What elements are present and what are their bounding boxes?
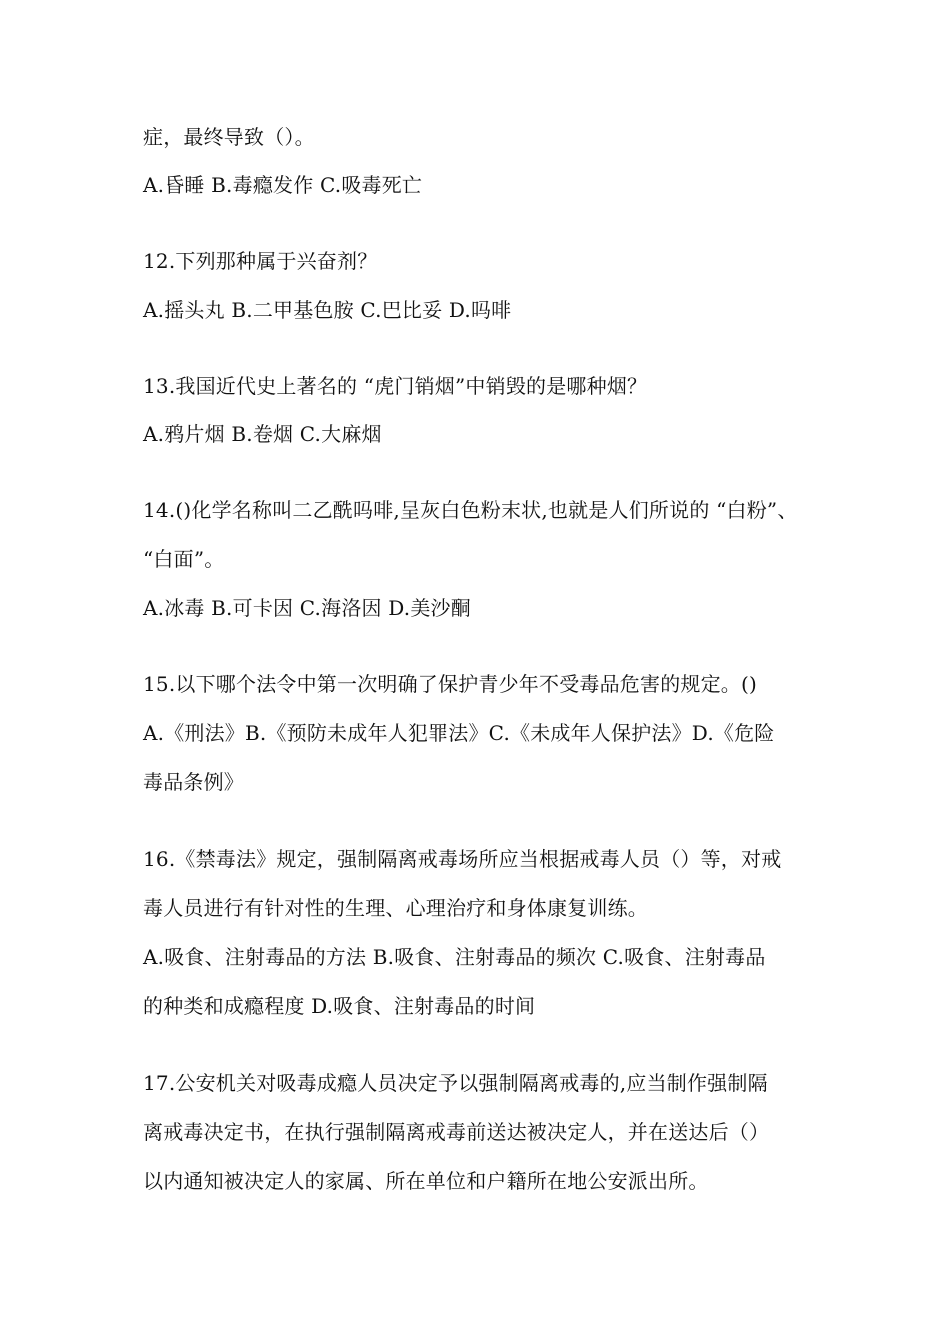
text-line-q15: 15.以下哪个法令中第一次明确了保护青少年不受毒品危害的规定。() — [143, 672, 758, 696]
text-line-q13-options: A.鸦片烟 B.卷烟 C.大麻烟 — [143, 422, 382, 446]
text-line-q15-options: A.《刑法》B.《预防未成年人犯罪法》C.《未成年人保护法》D.《危险 — [143, 721, 775, 745]
text-line-q16: 16.《禁毒法》规定，强制隔离戒毒场所应当根据戒毒人员（）等，对戒 — [143, 847, 782, 871]
text-line-q17-cont: 离戒毒决定书，在执行强制隔离戒毒前送达被决定人，并在送达后（） — [143, 1120, 770, 1144]
text-line-q16-options-cont: 的种类和成瘾程度 D.吸食、注射毒品的时间 — [143, 994, 536, 1018]
text-line-q17: 17.公安机关对吸毒成瘾人员决定予以强制隔离戒毒的,应当制作强制隔 — [143, 1071, 768, 1095]
text-line-q13: 13.我国近代史上著名的 “虎门销烟”中销毁的是哪种烟？ — [143, 374, 648, 398]
text-line-q16-options: A.吸食、注射毒品的方法 B.吸食、注射毒品的频次 C.吸食、注射毒品 — [143, 945, 766, 969]
text-line-q16-cont: 毒人员进行有针对性的生理、心理治疗和身体康复训练。 — [143, 896, 648, 920]
text-line-q14: 14.()化学名称叫二乙酰吗啡,呈灰白色粉末状,也就是人们所说的 “白粉”、 — [143, 498, 798, 522]
text-line-q11-options: A.昏睡 B.毒瘾发作 C.吸毒死亡 — [143, 173, 423, 197]
text-line-q12: 12.下列那种属于兴奋剂？ — [143, 249, 378, 273]
text-line-q12-options: A.摇头丸 B.二甲基色胺 C.巴比妥 D.吗啡 — [143, 298, 512, 322]
text-line-q17-cont-2: 以内通知被决定人的家属、所在单位和户籍所在地公安派出所。 — [143, 1169, 709, 1193]
text-line-q14-options: A.冰毒 B.可卡因 C.海洛因 D.美沙酮 — [143, 596, 471, 620]
text-line-q11-cont: 症，最终导致（）。 — [143, 125, 315, 149]
text-line-q14-cont: “白面”。 — [143, 547, 225, 571]
text-line-q15-options-cont: 毒品条例》 — [143, 770, 244, 794]
